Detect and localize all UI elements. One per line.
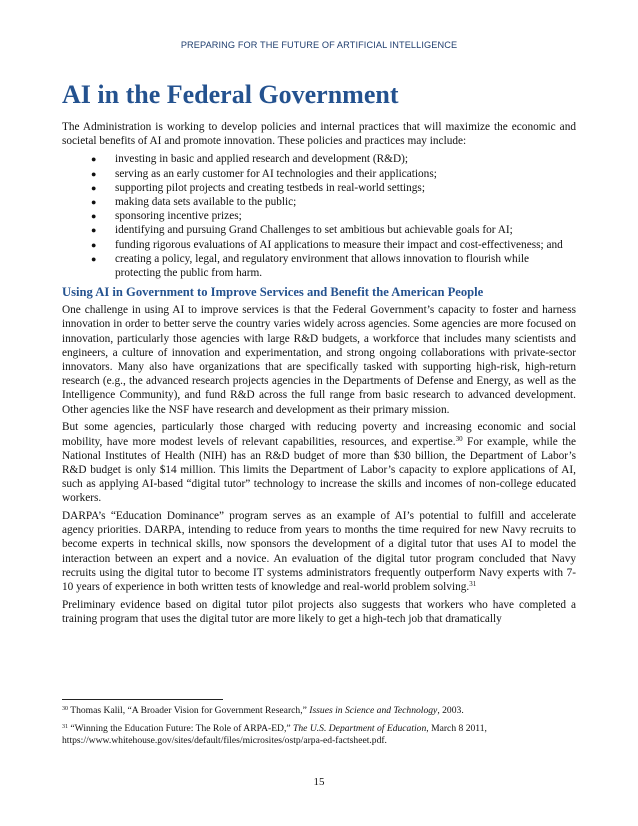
list-item: ● supporting pilot projects and creating testbeds in real-world settings; — [91, 181, 425, 194]
page-number: 15 — [313, 776, 325, 788]
policy-bullet-list — [62, 152, 576, 280]
list-item: ● identifying and pursuing Grand Challenges to set ambitious but achievable goals for AI; — [91, 224, 513, 237]
section-title: AI in the Federal Government — [62, 80, 399, 109]
footnote-ref-30[interactable]: 30 — [455, 434, 463, 443]
footnote-ref-31[interactable]: 31 — [469, 580, 477, 589]
list-item: ● creating a policy, legal, and regulatory environment that allows innovation to flourish while protecting the public from harm. — [91, 252, 530, 280]
list-item: ● sponsoring incentive prizes; — [91, 210, 242, 223]
body-paragraph-2: But some agencies, particularly those charged with reducing poverty and increasing economic and social mobility, have more modest levels of relevant capabilities, resources, and expertise.$^{30}$ For example, while the National Institutes of Health (NIH) has an R&D budget of more than $30 billion, the Department of Labor’s R&D budget is only $14 million. This limits the Department of Labor’s capacity to explore applications of AI, such as applying AI-based “digital tutor” technology to increase the skills and incomes of non-college educated workers. — [62, 421, 576, 505]
footnotes — [62, 705, 576, 753]
bullet-icon: ● — [91, 154, 97, 165]
bullet-icon: ● — [91, 225, 97, 236]
bullet-icon: ● — [91, 239, 97, 250]
subsection-title: Using AI in Government to Improve Services and Benefit the American People — [62, 285, 484, 300]
running-header: PREPARING FOR THE FUTURE OF ARTIFICIAL INTELLIGENCE — [180, 40, 458, 50]
footnote-31: $^{31}$ “Winning the Education Future: The Role of ARPA-ED,” The U.S. Department of Education, March 8 2011, https://www.whitehouse.gov/sites/default/files/microsites/ostp/arpa-ed-factsheet.pdf. — [62, 722, 487, 747]
footnote-30: $^{30}$ Thomas Kalil, “A Broader Vision for Government Research,” Issues in Science and Technology, 2003. — [62, 705, 464, 716]
main-content — [62, 80, 576, 630]
intro-paragraph: The Administration is working to develop policies and internal practices that will maximize the economic and societal benefits of AI and promote innovation. These policies and practices may include: — [62, 121, 576, 148]
bullet-icon: ● — [91, 253, 97, 264]
body-paragraph-3: DARPA’s “Education Dominance” program serves as an example of AI’s potential to fulfill and accelerate agency priorities. DARPA, intending to reduce from years to months the time required for new Navy recruits to become experts in technical skills, now sponsors the development of a digital tutor that uses AI to model the interaction between an expert and a novice. An evaluation of the digital tutor program concluded that Navy recruits using the digital tutor to become IT systems administrators frequently outperform Navy experts with 7-10 years of experience in both written tests of knowledge and real-world problem solving.$^{31}$ — [62, 510, 576, 594]
list-item: ● serving as an early customer for AI technologies and their applications; — [91, 167, 437, 180]
bullet-icon: ● — [91, 211, 97, 222]
bullet-icon: ● — [91, 182, 97, 193]
list-item: ● investing in basic and applied research and development (R&D); — [91, 153, 409, 166]
bullet-icon: ● — [91, 168, 97, 179]
body-paragraph-1: One challenge in using AI to improve services is that the Federal Government’s capacity to foster and harness innovation in order to better serve the country varies widely across agencies. Some agencies are more focused on innovation, particularly those agencies with large R&D budgets, a workforce that includes many scientists and engineers, a culture of innovation and experimentation, and strong ongoing collaborations with private-sector innovators. Many also have organizations that are specifically tasked with supporting high-risk, high-return research (e.g., the advanced research projects agencies in the Departments of Defense and Energy, as well as the Intelligence Community), and fund R&D across the full range from basic research to advanced development. Other agencies like the NSF have research and development as their primary mission. — [62, 304, 576, 416]
body-paragraph-4: Preliminary evidence based on digital tutor pilot projects also suggests that workers who have completed a training program that uses the digital tutor are more likely to get a high-tech job that dramatically — [62, 598, 576, 625]
list-item: ● making data sets available to the public; — [91, 196, 297, 209]
bullet-icon: ● — [91, 197, 97, 208]
footnote-divider — [62, 699, 223, 700]
list-item: ● funding rigorous evaluations of AI applications to measure their impact and cost-effectiveness; and — [91, 238, 563, 251]
